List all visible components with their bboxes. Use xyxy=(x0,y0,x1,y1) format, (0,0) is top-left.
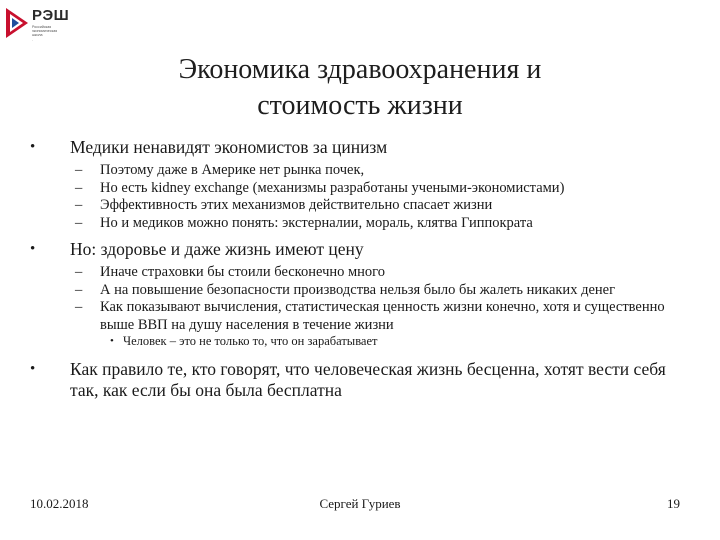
slide-content xyxy=(30,137,680,401)
sub-bullet xyxy=(30,180,680,198)
sub-sub-bullet xyxy=(30,334,680,349)
sub-bullet-marker: • xyxy=(110,335,114,347)
sub-bullet-text: Поэтому даже в Америке нет рынка почек, xyxy=(100,162,365,178)
sub-bullet-text: Но есть kidney exchange (механизмы разработаны учеными-экономистами) xyxy=(100,179,565,196)
title-line-2: стоимость жизни xyxy=(257,90,463,121)
bullet-2 xyxy=(30,239,680,260)
sub-bullet xyxy=(30,162,680,180)
title-line-1: Экономика здравоохранения и xyxy=(178,54,542,85)
footer-date: 10.02.2018 xyxy=(30,496,89,511)
dash-marker: – xyxy=(75,197,83,213)
dash-marker: – xyxy=(75,281,83,298)
sub-sub-bullet-text: Человек – это не только то, что он зарабатывает xyxy=(123,334,378,348)
logo-text: РЭШ xyxy=(32,7,70,24)
bullet-text: Но: здоровье и даже жизнь имеют цену xyxy=(70,239,364,259)
bullet-marker: • xyxy=(30,361,36,377)
bullet-text: Как правило те, кто говорят, что человеческая жизнь бесценна, хотят вести себя так, как если бы она была бесплатна xyxy=(70,359,666,400)
bullet-1 xyxy=(30,137,680,158)
logo-mark-icon xyxy=(6,8,28,38)
bullet-marker: • xyxy=(30,139,36,155)
footer-author xyxy=(0,496,720,512)
footer-author-text: Сергей Гуриев xyxy=(319,496,401,511)
sub-bullet xyxy=(30,215,680,233)
dash-marker: – xyxy=(75,214,83,231)
sub-bullet xyxy=(30,282,680,300)
dash-marker: – xyxy=(75,264,83,280)
sub-bullet xyxy=(30,197,680,215)
bullet-marker: • xyxy=(30,241,36,257)
sub-bullet-text: Эффективность этих механизмов действительно спасает жизни xyxy=(100,197,493,213)
sub-bullet xyxy=(30,299,680,334)
dash-marker: – xyxy=(75,299,83,315)
sub-bullet-text: А на повышение безопасности производства нельзя было бы жалеть никаких денег xyxy=(100,281,616,298)
dash-marker: – xyxy=(75,162,83,178)
dash-marker: – xyxy=(75,179,83,196)
sub-bullet xyxy=(30,264,680,282)
logo-subtitle: Российская экономическая школа . xyxy=(32,25,58,42)
sub-bullet-text: Но и медиков можно понять: экстерналии, мораль, клятва Гиппократа xyxy=(100,214,533,231)
slide-title xyxy=(100,52,620,124)
footer-page-number: 19 xyxy=(667,496,680,511)
logo xyxy=(6,4,76,44)
bullet-text: Медики ненавидят экономистов за цинизм xyxy=(70,137,388,157)
bullet-3 xyxy=(30,359,680,401)
sub-bullet-text: Иначе страховки бы стоили бесконечно много xyxy=(100,264,386,280)
sub-bullet-text: Как показывают вычисления, статистическая ценность жизни конечно, хотя и существенно выше ВВП на душу населения в течение жизни xyxy=(100,299,665,333)
